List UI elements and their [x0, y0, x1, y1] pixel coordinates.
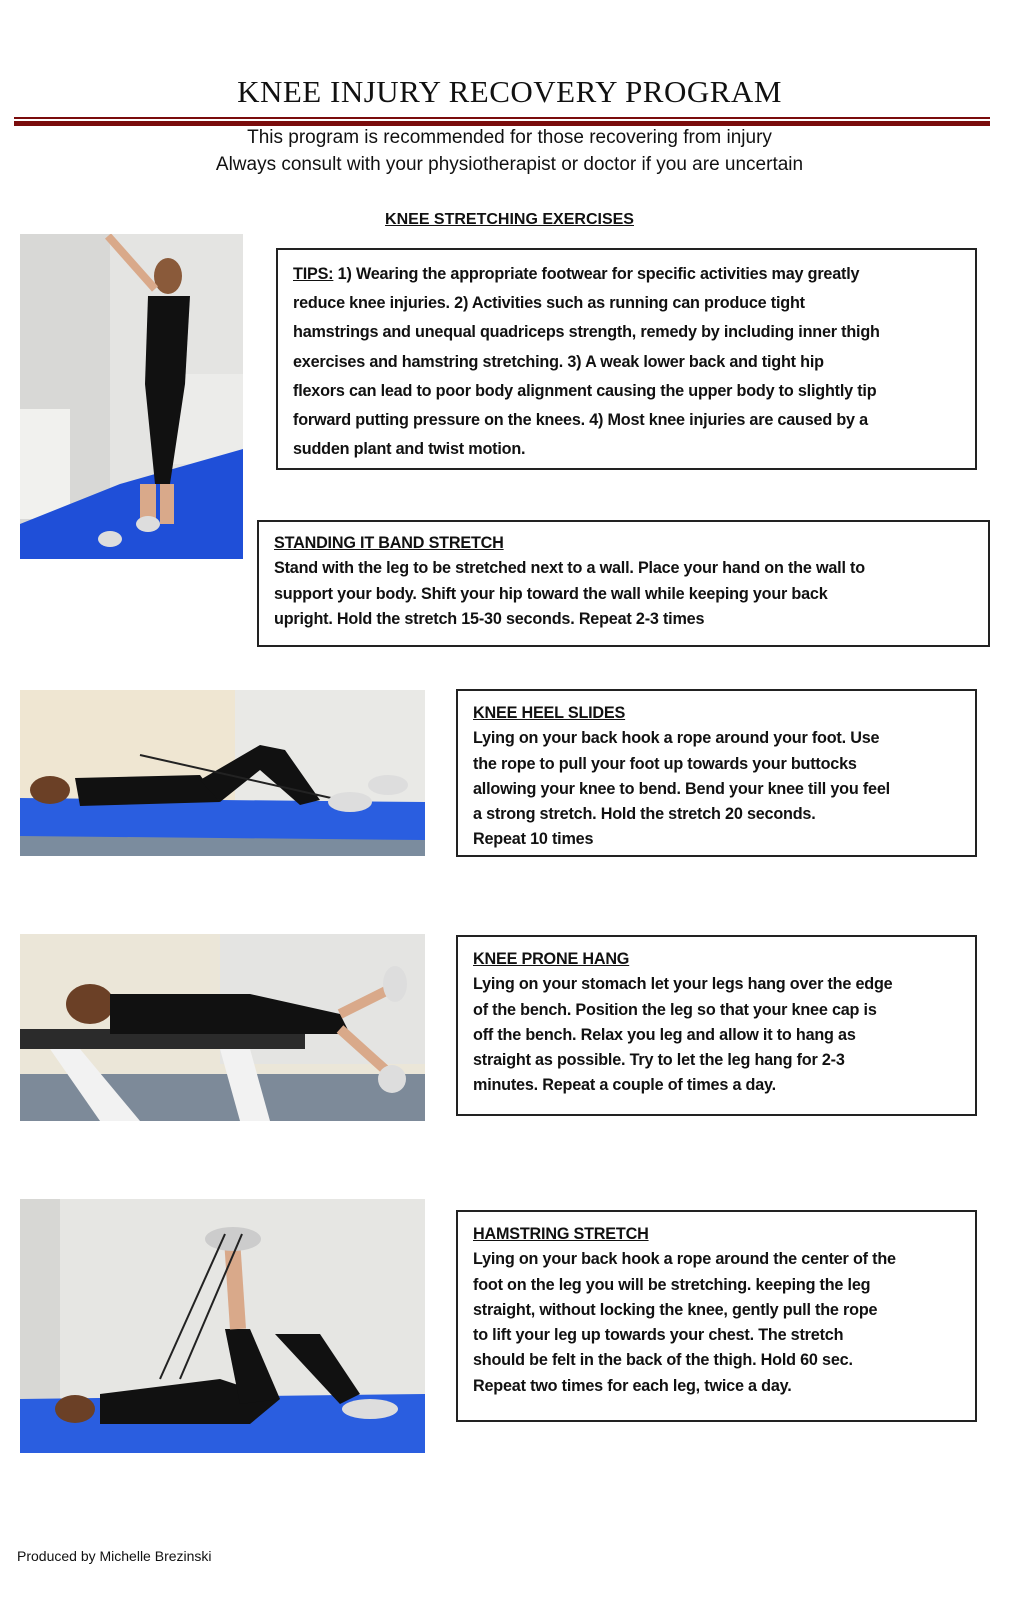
tips-line: forward putting pressure on the knees. 4) Most knee injuries are caused by a	[293, 411, 868, 430]
exercise-box-knee-heel-slides	[456, 689, 977, 857]
exercise-line: Lying on your stomach let your legs hang over the edge	[473, 975, 893, 994]
exercise-line: upright. Hold the stretch 15-30 seconds. Repeat 2-3 times	[274, 609, 705, 628]
photo-knee-heel-slides	[20, 690, 425, 856]
subtitle-line-2: Always consult with your physiotherapist or doctor if you are uncertain	[215, 154, 804, 175]
photo-hamstring-stretch	[20, 1199, 425, 1453]
exercise-line: a strong stretch. Hold the stretch 20 seconds.	[473, 805, 816, 824]
exercise-line: minutes. Repeat a couple of times a day.	[473, 1076, 776, 1095]
exercise-line: Repeat 10 times	[473, 830, 594, 849]
tips-box	[276, 248, 977, 470]
exercise-line: Stand with the leg to be stretched next to a wall. Place your hand on the wall to	[274, 559, 865, 578]
page-title: KNEE INJURY RECOVERY PROGRAM	[237, 74, 782, 109]
tips-line: 1) Wearing the appropriate footwear for specific activities may greatly	[333, 265, 860, 283]
exercise-line: allowing your knee to bend. Bend your knee till you feel	[473, 779, 890, 798]
footer-credit: Produced by Michelle Brezinski	[17, 1548, 212, 1564]
exercise-title: STANDING IT BAND STRETCH	[274, 534, 504, 552]
tips-line: reduce knee injuries. 2) Activities such as running can produce tight	[293, 294, 805, 313]
header-rule-thin	[14, 117, 990, 119]
tips-line: exercises and hamstring stretching. 3) A weak lower back and tight hip	[293, 352, 824, 371]
section-heading: KNEE STRETCHING EXERCISES	[385, 211, 634, 228]
exercise-box-knee-prone-hang	[456, 935, 977, 1116]
exercise-line: foot on the leg you will be stretching. keeping the leg	[473, 1275, 871, 1294]
exercise-line: the rope to pull your foot up towards your buttocks	[473, 754, 857, 773]
header-rule-thick	[14, 121, 990, 126]
exercise-line: should be felt in the back of the thigh. Hold 60 sec.	[473, 1351, 853, 1370]
exercise-line: Repeat two times for each leg, twice a day.	[473, 1376, 792, 1395]
exercise-box-standing-it-band-stretch	[257, 520, 990, 647]
tips-label: TIPS:	[293, 265, 334, 283]
photo-knee-prone-hang	[20, 934, 425, 1121]
exercise-line: straight, without locking the knee, gently pull the rope	[473, 1300, 878, 1319]
exercise-line: Lying on your back hook a rope around your foot. Use	[473, 729, 880, 748]
exercise-title: KNEE HEEL SLIDES	[473, 704, 626, 722]
subtitle-line-1: This program is recommended for those recovering from injury	[247, 127, 772, 148]
tips-line: sudden plant and twist motion.	[293, 440, 526, 459]
exercise-line: of the bench. Position the leg so that your knee cap is	[473, 1000, 877, 1019]
photo-standing-it-band-stretch	[20, 234, 243, 559]
exercise-title: KNEE PRONE HANG	[473, 950, 630, 968]
exercise-line: off the bench. Relax you leg and allow it to hang as	[473, 1025, 856, 1044]
tips-line: hamstrings and unequal quadriceps strength, remedy by including inner thigh	[293, 323, 880, 342]
exercise-line: straight as possible. Try to let the leg hang for 2-3	[473, 1051, 845, 1070]
exercise-line: Lying on your back hook a rope around the center of the	[473, 1250, 896, 1269]
exercise-title: HAMSTRING STRETCH	[473, 1225, 649, 1243]
exercise-box-hamstring-stretch	[456, 1210, 977, 1422]
exercise-line: to lift your leg up towards your chest. The stretch	[473, 1326, 844, 1345]
exercise-line: support your body. Shift your hip toward the wall while keeping your back	[274, 584, 828, 603]
tips-line: flexors can lead to poor body alignment causing the upper body to slightly tip	[293, 381, 877, 400]
